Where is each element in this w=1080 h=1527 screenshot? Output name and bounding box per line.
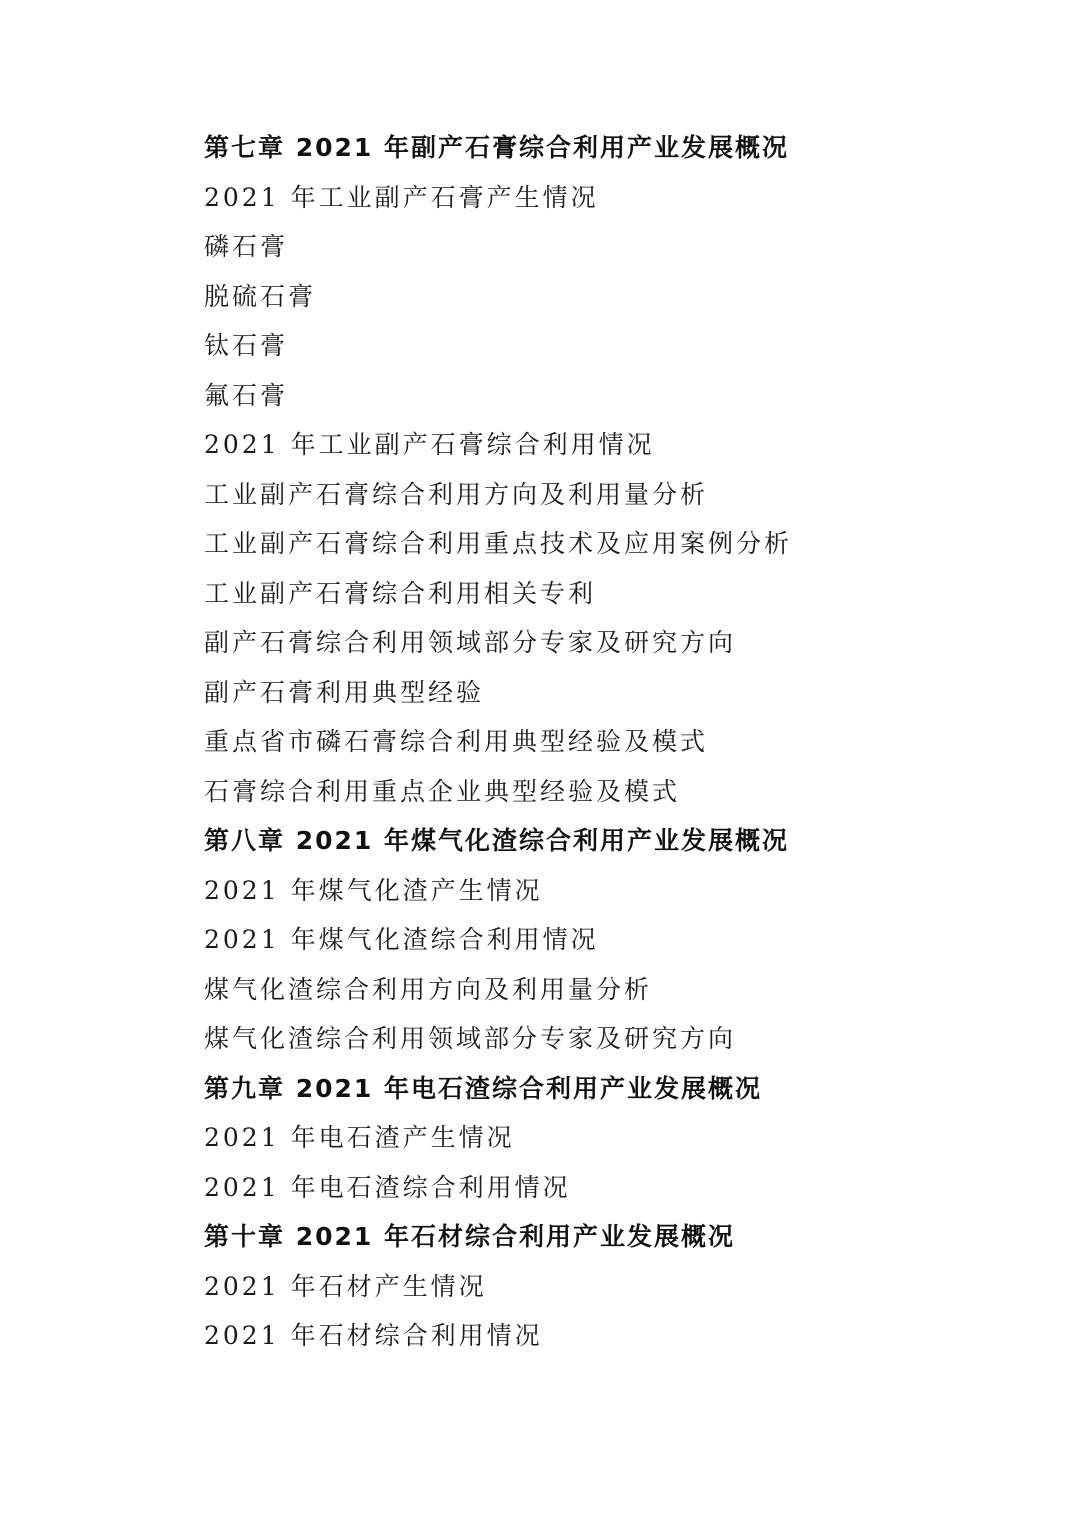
section-entry: 磷石膏 <box>204 232 289 261</box>
section-entry: 脱硫石膏 <box>204 281 317 311</box>
section-entry: 工业副产石膏综合利用方向及利用量分析 <box>204 479 709 509</box>
section-entry: 2021 年电石渣综合利用情况 <box>204 1172 571 1202</box>
section-entry: 2021 年工业副产石膏综合利用情况 <box>204 430 655 459</box>
section-entry: 工业副产石膏综合利用重点技术及应用案例分析 <box>204 529 793 558</box>
table-of-contents <box>204 123 1004 1361</box>
chapter-heading: 第十章 2021 年石材综合利用产业发展概况 <box>204 1222 735 1251</box>
section-entry: 2021 年电石渣产生情况 <box>204 1123 515 1152</box>
section-entry: 2021 年石材综合利用情况 <box>204 1321 543 1350</box>
section-entry: 钛石膏 <box>204 331 289 360</box>
section-entry: 煤气化渣综合利用方向及利用量分析 <box>204 974 653 1004</box>
section-entry: 工业副产石膏综合利用相关专利 <box>204 578 597 608</box>
chapter-heading: 第九章 2021 年电石渣综合利用产业发展概况 <box>204 1073 762 1103</box>
section-entry: 副产石膏综合利用领域部分专家及研究方向 <box>204 628 737 657</box>
section-entry: 2021 年工业副产石膏产生情况 <box>204 182 599 212</box>
section-entry: 重点省市磷石膏综合利用典型经验及模式 <box>204 727 709 756</box>
section-entry: 石膏综合利用重点企业典型经验及模式 <box>204 776 681 806</box>
chapter-heading: 第七章 2021 年副产石膏综合利用产业发展概况 <box>204 133 789 162</box>
chapter-heading: 第八章 2021 年煤气化渣综合利用产业发展概况 <box>204 826 789 855</box>
section-entry: 2021 年石材产生情况 <box>204 1271 487 1301</box>
section-entry: 氟石膏 <box>204 380 289 410</box>
section-entry: 2021 年煤气化渣综合利用情况 <box>204 925 599 954</box>
section-entry: 2021 年煤气化渣产生情况 <box>204 875 543 905</box>
section-entry: 副产石膏利用典型经验 <box>204 677 485 707</box>
section-entry: 煤气化渣综合利用领域部分专家及研究方向 <box>204 1024 737 1053</box>
